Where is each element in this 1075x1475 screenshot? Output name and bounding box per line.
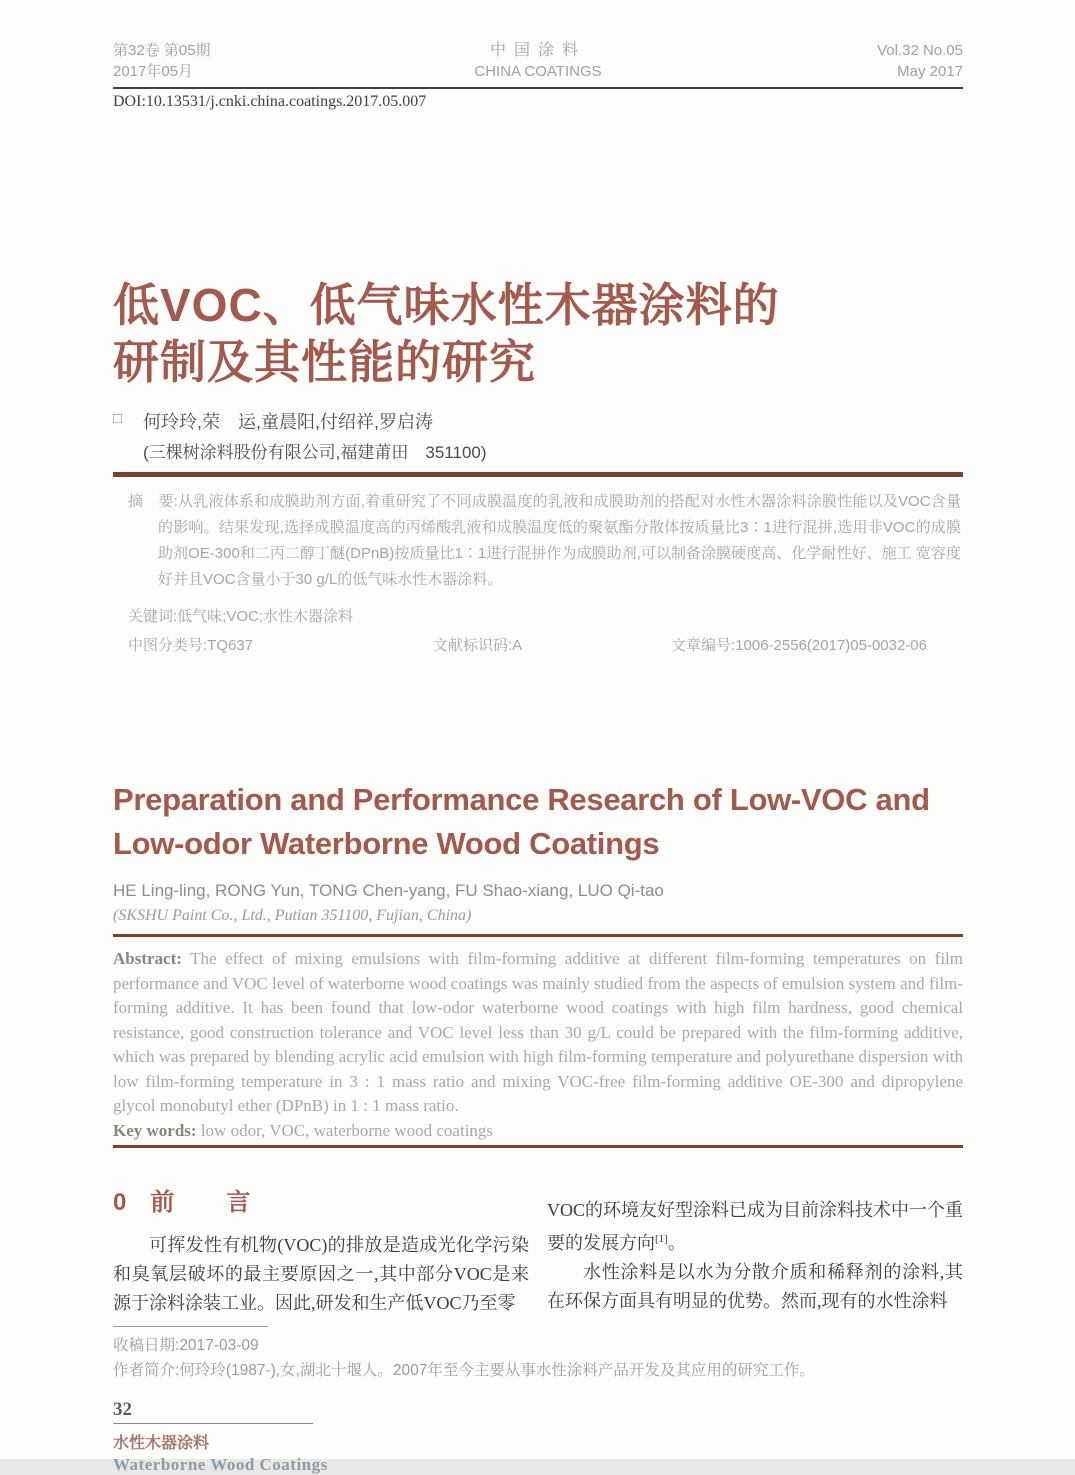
abstract-en-paragraph	[113, 947, 963, 1119]
article-title-cn-line1: 低VOC、低气味水性木器涂料的	[113, 279, 780, 331]
abstract-en-text: The effect of mixing emulsions with film-forming additive at different film-forming temperatures on film performance and VOC level of waterborne wood coatings was mainly studied from the aspects of emulsion system and film-forming additive. It has been found that low-odor waterborne wood coatings with high film hardness, good chemical resistance, good construction tolerance and VOC level less than 30 g/L could be prepared with the film-forming additive, which was prepared by blending acrylic acid emulsion with high film-forming temperature and polyurethane dispersion with low film-forming temperature in 3 : 1 mass ratio and mixing VOC-free film-forming additive OE-300 and dipropylene glycol monobutyl ether (DPnB) in 1 : 1 mass ratio.	[113, 949, 964, 1116]
received-date-label: 收稿日期:	[113, 1337, 180, 1355]
citation-ref-1: [1]	[655, 1233, 668, 1246]
author-bio-row	[113, 1358, 963, 1383]
clc-number	[128, 634, 253, 655]
article-number-value: 1006-2556(2017)05-0032-06	[735, 637, 927, 655]
page-number-wrap	[113, 1399, 313, 1424]
document-code-value: A	[512, 637, 523, 655]
intro-left-column	[113, 1188, 529, 1322]
authors-cn: 何玲玲,荣 运,童晨阳,付绍祥,罗启涛	[143, 412, 434, 433]
header-volume-en	[743, 40, 963, 82]
keywords-cn-text: 低气味;VOC;水性木器涂料	[177, 608, 354, 626]
author-byline-cn	[113, 408, 963, 434]
classification-row	[113, 634, 963, 656]
journal-title-cn: 中国涂料	[489, 42, 586, 59]
intro-right-text-end: 。	[667, 1233, 686, 1254]
header-vol-issue-cn: 第32卷 第05期	[113, 42, 211, 59]
document-code	[433, 634, 522, 655]
received-date-value: 2017-03-09	[179, 1337, 259, 1355]
keywords-cn-row	[128, 605, 963, 626]
abstract-en-label: Abstract:	[113, 949, 182, 969]
author-bio-text: 何玲玲(1987-),女,湖北十堰人。2007年至今主要从事水性涂料产品开发及其应用的研究工作。	[179, 1362, 815, 1380]
received-date-row	[113, 1333, 963, 1358]
intro-right-text: VOC的环境友好型涂料已成为目前涂料技术中一个重要的发展方向	[547, 1200, 964, 1254]
footer-section-cn: 水性木器涂料	[113, 1435, 210, 1453]
affiliation-cn: (三棵树涂料股份有限公司,福建莆田 351100)	[143, 443, 487, 463]
author-marker-icon: □	[113, 410, 123, 428]
journal-title-en: CHINA COATINGS	[474, 63, 602, 80]
clc-value: TQ637	[207, 637, 254, 655]
header-volume-cn	[113, 40, 333, 82]
authors-en: HE Ling-ling, RONG Yun, TONG Chen-yang, FU Shao-xiang, LUO Qi-tao	[113, 881, 664, 901]
article-title-en	[113, 778, 963, 866]
keywords-en-row	[113, 1119, 963, 1144]
abstract-en-bottom-rule	[113, 1145, 963, 1148]
intro-section	[113, 1188, 963, 1322]
footer-section-en: Waterborne Wood Coatings	[113, 1455, 328, 1475]
journal-header	[113, 0, 963, 82]
abstract-top-rule	[113, 472, 963, 477]
article-title-cn	[113, 277, 963, 391]
article-number-label: 文章编号:	[671, 637, 736, 655]
keywords-cn-label: 关键词:	[128, 608, 178, 626]
article-title-cn-line2: 研制及其性能的研究	[113, 336, 536, 389]
page-number: 32	[113, 1399, 132, 1421]
keywords-en-text: low odor, VOC, waterborne wood coatings	[200, 1120, 494, 1140]
doi-text: DOI:10.13531/j.cnki.china.coatings.2017.05.007	[113, 93, 427, 110]
author-bio-label: 作者简介:	[113, 1362, 180, 1380]
keywords-en-label: Key words:	[113, 1120, 197, 1140]
article-title-en-line2: Low-odor Waterborne Wood Coatings	[113, 826, 660, 862]
abstract-cn-text: 从乳液体系和成膜助剂方面,着重研究了不同成膜温度的乳液和成膜助剂的搭配对水性木器涂料涂膜性能以及VOC含量的影响。结果发现,选择成膜温度高的丙烯酸乳液和成膜温度低的聚氨酯分散体按质量比3∶1进行混拼,选用非VOC的成膜助剂OE-300和二丙二醇丁醚(DPnB)按质量比1∶1进行混拼作为成膜助剂,可以制备涂膜硬度高、化学耐性好、施工 宽容度好并且VOC含量小于30 g/L的低气味水性木器涂料。	[158, 493, 961, 589]
abstract-en-top-rule	[113, 934, 963, 937]
document-code-label: 文献标识码:	[433, 637, 513, 655]
abstract-cn-label: 摘 要:	[128, 493, 178, 511]
header-divider	[113, 87, 963, 89]
footnote-block	[113, 1326, 963, 1383]
intro-paragraph-right-1	[547, 1196, 963, 1258]
section-heading-intro	[113, 1188, 529, 1218]
article-title-en-line1: Preparation and Performance Research of Low-VOC and	[113, 782, 930, 818]
intro-paragraph-right-2: 水性涂料是以水为分散介质和稀释剂的涂料,其在环保方面具有明显的优势。然而,现有的水性涂料	[547, 1262, 963, 1312]
header-vol-issue-en: Vol.32 No.05	[877, 42, 963, 59]
abstract-cn-paragraph	[128, 489, 961, 593]
section-title: 前 言	[150, 1189, 265, 1217]
page-footer	[113, 1399, 963, 1475]
abstract-cn-block	[128, 489, 961, 595]
affiliation-en: (SKSHU Paint Co., Ltd., Putian 351100, Fujian, China)	[113, 907, 472, 925]
clc-label: 中图分类号:	[128, 637, 208, 655]
abstract-en-block	[113, 947, 963, 1139]
intro-paragraph-left: 可挥发性有机物(VOC)的排放是造成光化学污染和臭氧层破坏的最主要原因之一,其中部分VOC是来源于涂料涂装工业。因此,研发和生产低VOC乃至零	[113, 1235, 529, 1314]
header-date-en: May 2017	[897, 63, 963, 80]
intro-right-column	[547, 1188, 963, 1322]
article-number	[671, 634, 927, 655]
section-number: 0	[113, 1189, 127, 1217]
header-date-cn: 2017年05月	[113, 63, 194, 80]
footnote-divider	[113, 1326, 268, 1327]
header-journal-name	[333, 40, 743, 82]
